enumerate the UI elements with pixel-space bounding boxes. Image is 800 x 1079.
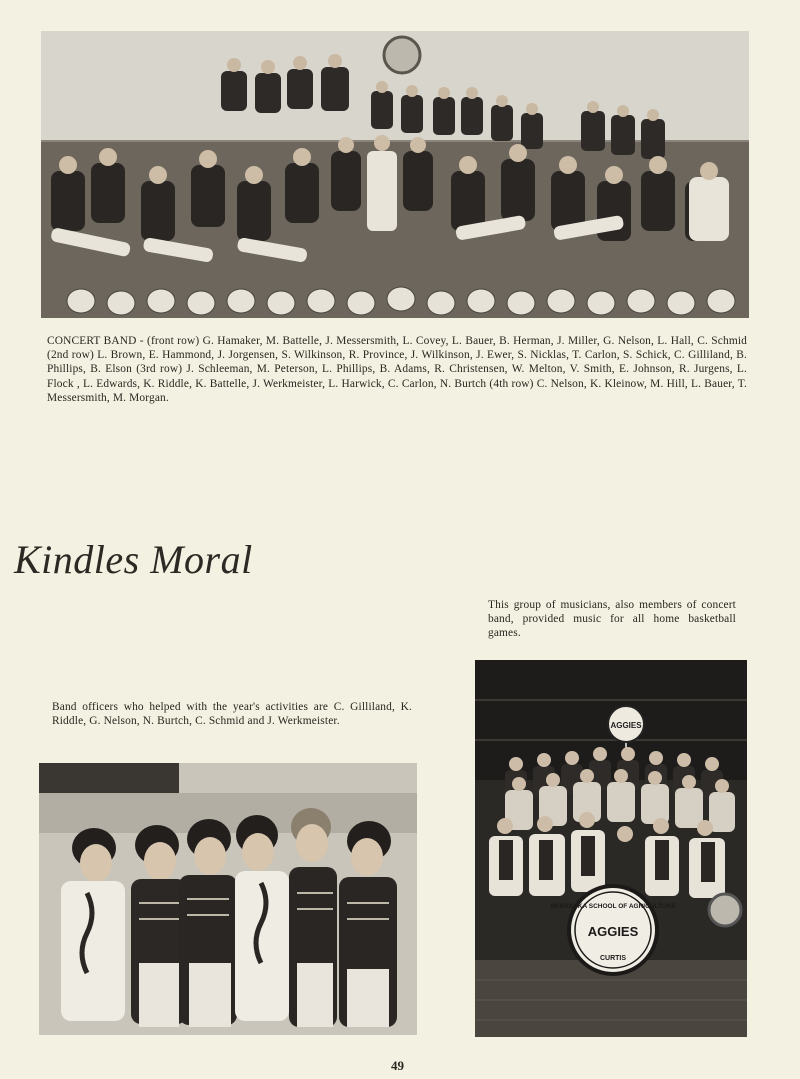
drum-text-school: NEBRASKA SCHOOL OF AGRICULTURE bbox=[550, 903, 676, 910]
drum-text-aggies: AGGIES bbox=[587, 924, 639, 939]
concert-band-caption: CONCERT BAND - (front row) G. Hamaker, M. Battelle, J. Messersmith, L. Covey, L. Bauer, B. Herman, J. Miller, G. Nelson, L. Hall, C. Schmid (2nd row) L. Brown, E. Hammond, J. Jorgensen, S. Wilkinson, R. Province, J. Wilkinson, J. Ewer, S. Nicklas, T. Carlon, S. Schick, C. Gilliland, B. Phillips, B. Elson (3rd row) J. Schleeman, M. Peterson, L. Phillips, B. Adams, R. Christensen, W. Melton, V. Smith, E. Johnson, R. Jurgens, L. Flock , L. Edwards, K. Riddle, K. Battelle, J. Werkmeister, L. Harwick, C. Carlon, N. Burtch (4th row) C. Nelson, K. Kleinow, M. Hill, L. Bauer, T. Messersmith, M. Morgan. bbox=[47, 335, 747, 404]
page-number: 49 bbox=[391, 1058, 404, 1073]
section-heading: Kindles Moral bbox=[14, 537, 253, 582]
band-officers-caption: Band officers who helped with the year's activities are C. Gilliland, K. Riddle, G. Nelson, N. Burtch, C. Schmid and J. Werkmeister. bbox=[52, 701, 412, 728]
drum-text-curtis: CURTIS bbox=[599, 955, 627, 962]
basketball-group-caption: This group of musicians, also members of concert band, provided music for all home basketball games. bbox=[488, 599, 736, 640]
pep-band-photo bbox=[475, 660, 747, 1037]
band-officers-photo bbox=[39, 763, 417, 1035]
concert-band-photo bbox=[41, 31, 749, 318]
banner-text: AGGIES bbox=[610, 721, 642, 730]
